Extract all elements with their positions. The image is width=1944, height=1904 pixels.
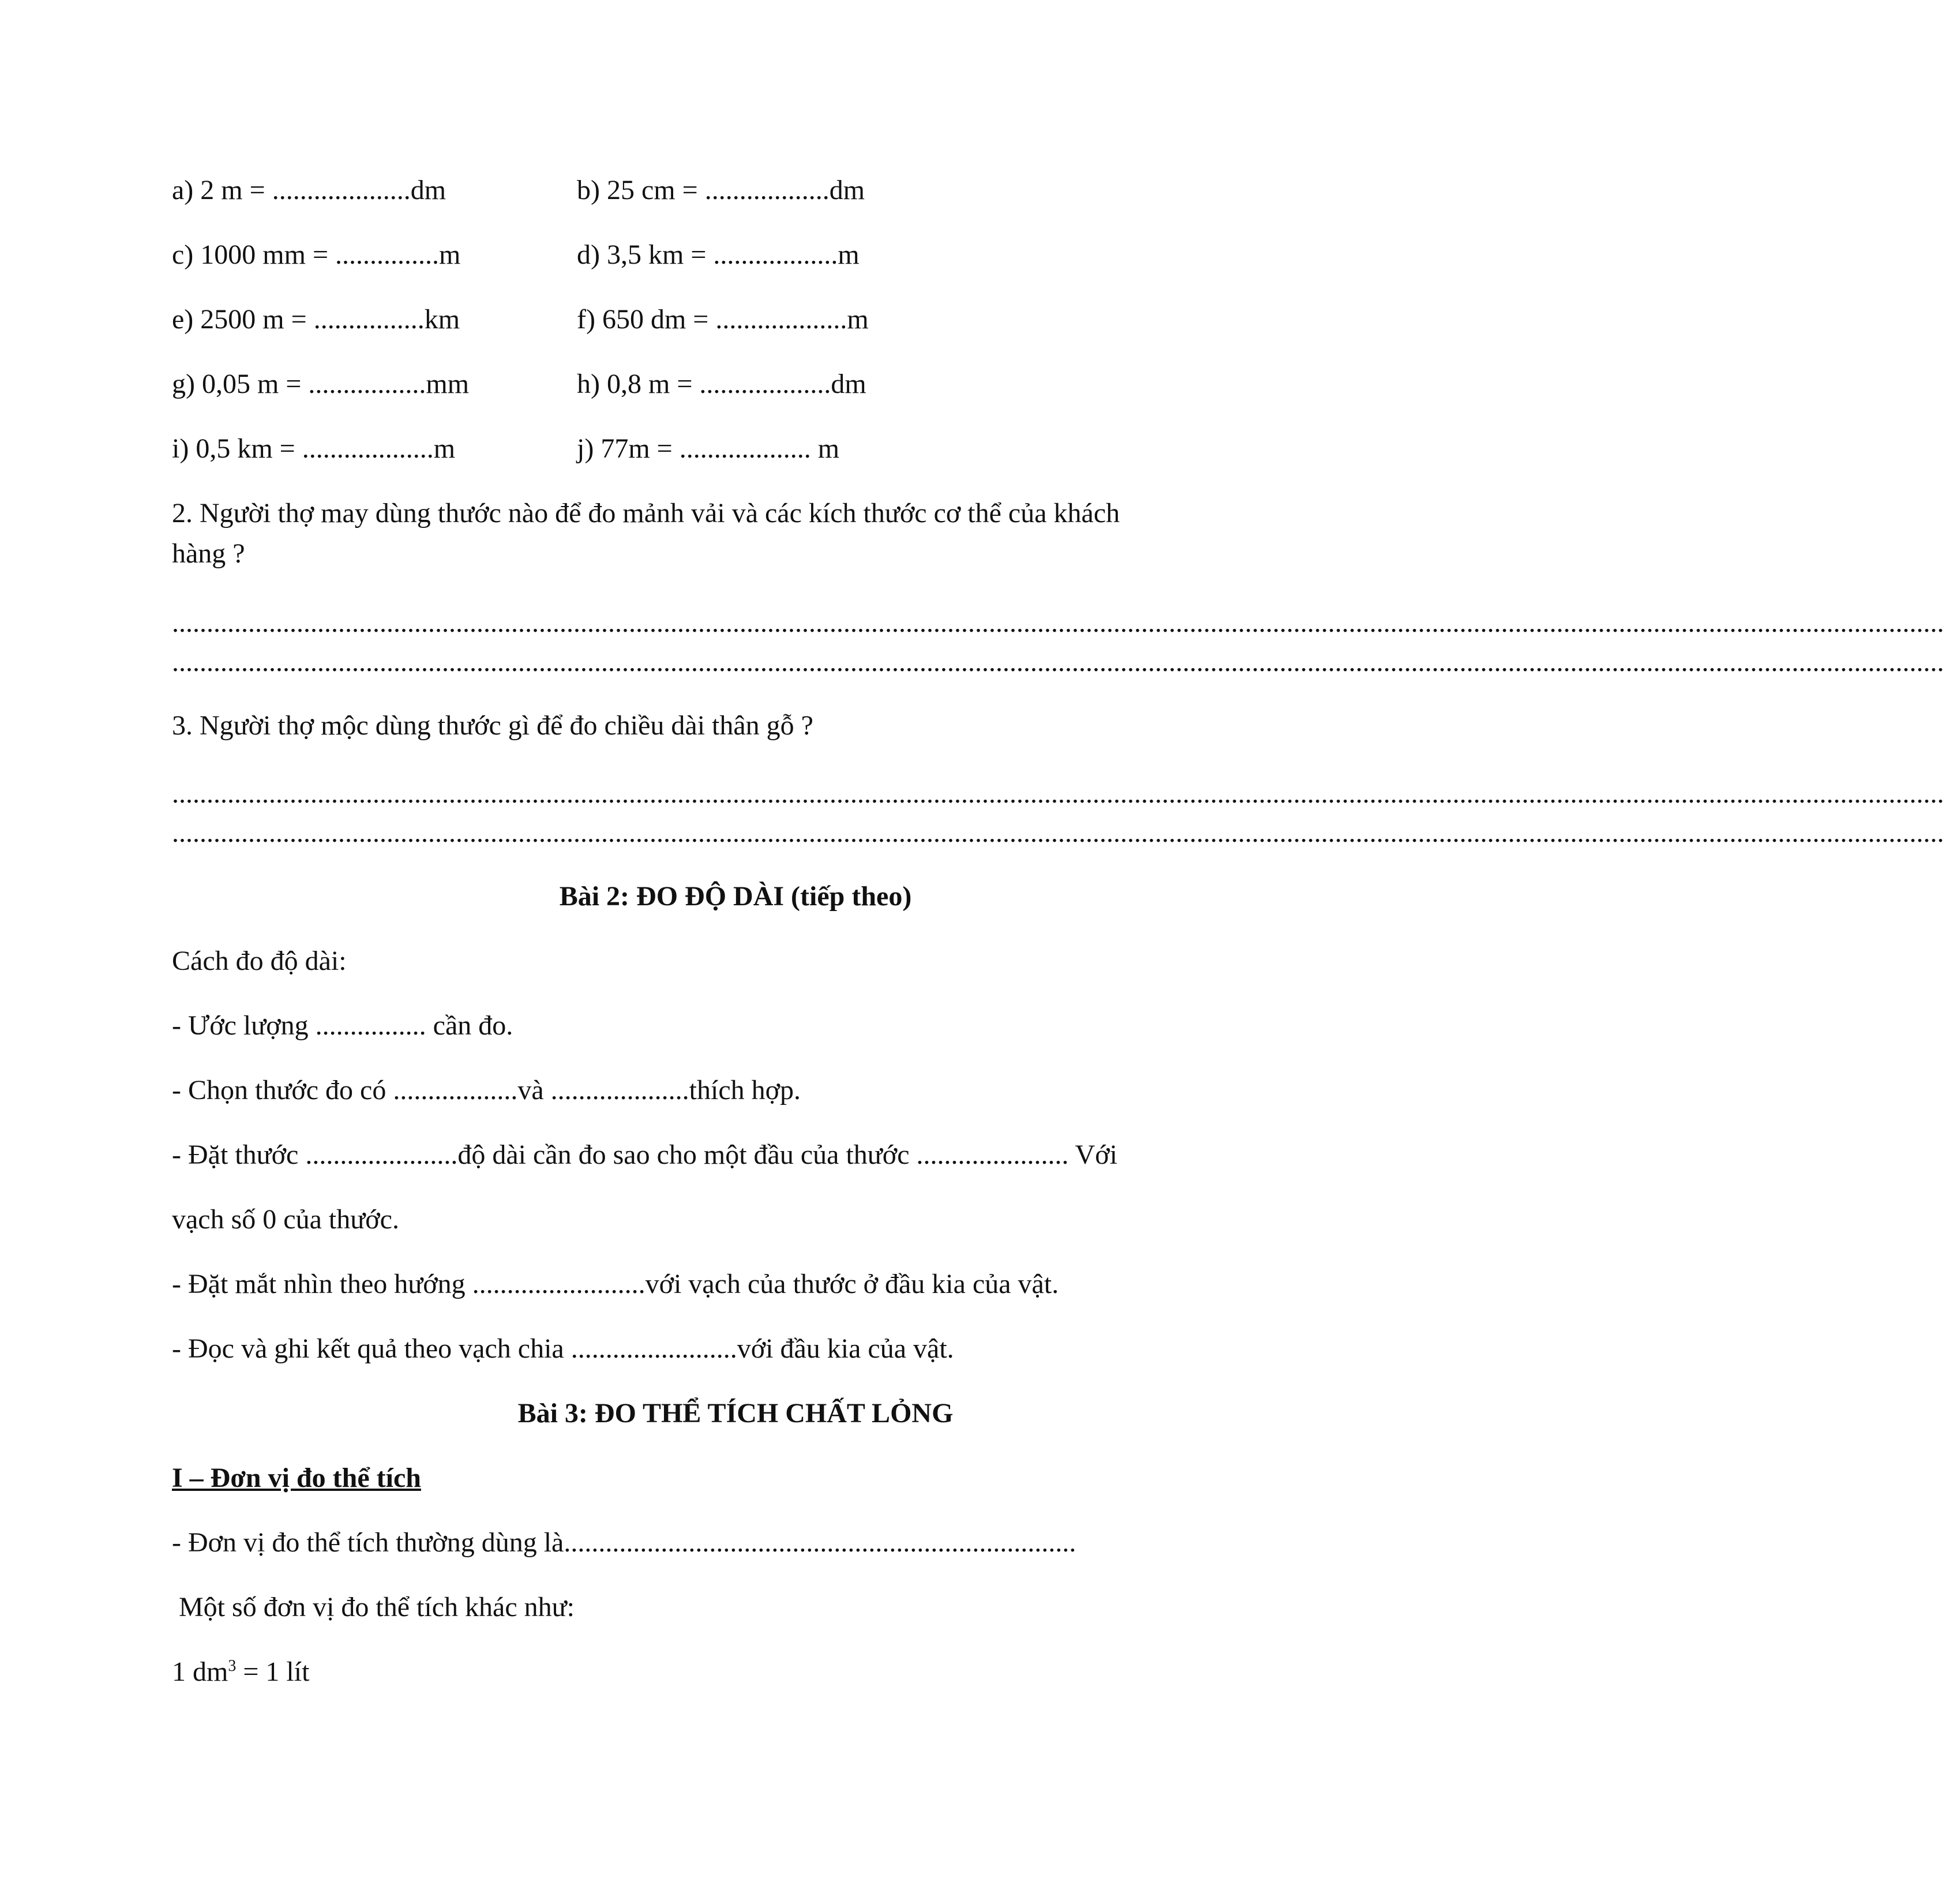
conversion-a: a) 2 m = ....................dm — [172, 175, 446, 205]
bai2-step: vạch số 0 của thước. — [172, 1204, 399, 1235]
conversion-j: j) 77m = ................... m — [577, 433, 840, 464]
volume-equation — [172, 1655, 309, 1689]
conversion-i: i) 0,5 km = ...................m — [172, 433, 456, 464]
equation-lhs: 1 dm — [172, 1656, 228, 1687]
conversion-c: c) 1000 mm = ...............m — [172, 239, 461, 270]
bai2-step: - Ước lượng ................ cần đo. — [172, 1010, 513, 1041]
conversion-f: f) 650 dm = ...................m — [577, 304, 869, 335]
answer-line: ................................................................................................................................................................................................................................................................ — [172, 818, 1944, 848]
bai3-title: Bài 3: ĐO THỂ TÍCH CHẤT LỎNG — [517, 1398, 954, 1429]
equation-exponent: 3 — [228, 1657, 237, 1675]
bai3-line: Một số đơn vị đo thể tích khác như: — [172, 1592, 575, 1622]
conversion-b: b) 25 cm = ..................dm — [577, 175, 865, 205]
bai2-intro: Cách đo độ dài: — [172, 946, 347, 976]
answer-line: ................................................................................................................................................................................................................................................................ — [172, 647, 1944, 677]
answer-line: ................................................................................................................................................................................................................................................................ — [172, 608, 1944, 638]
question-3: 3. Người thợ mộc dùng thước gì để đo chiều dài thân gỗ ? — [172, 710, 813, 741]
conversion-e: e) 2500 m = ................km — [172, 304, 460, 335]
bai2-step: - Đặt thước ......................độ dài cần đo sao cho một đầu của thước ...................... Với — [172, 1140, 1118, 1170]
answer-line: ................................................................................................................................................................................................................................................................ — [172, 778, 1944, 809]
conversion-d: d) 3,5 km = ..................m — [577, 239, 860, 270]
bai2-step: - Chọn thước đo có ..................và ....................thích hợp. — [172, 1075, 801, 1105]
question-2-line2: hàng ? — [172, 538, 245, 569]
conversion-h: h) 0,8 m = ...................dm — [577, 369, 866, 399]
bai2-step: - Đặt mắt nhìn theo hướng .........................với vạch của thước ở đầu kia của vật. — [172, 1269, 1059, 1299]
question-2-line1: 2. Người thợ may dùng thước nào để đo mảnh vải và các kích thước cơ thể của khách — [172, 498, 1120, 529]
bai2-title: Bài 2: ĐO ĐỘ DÀI (tiếp theo) — [559, 881, 912, 912]
bai3-section-heading: I – Đơn vị đo thể tích — [172, 1463, 421, 1493]
conversion-g: g) 0,05 m = .................mm — [172, 369, 470, 399]
bai2-step: - Đọc và ghi kết quả theo vạch chia ........................với đầu kia của vật. — [172, 1333, 954, 1364]
bai3-line: - Đơn vị đo thể tích thường dùng là.......................................................................... — [172, 1527, 1076, 1558]
equation-rhs: = 1 lít — [236, 1656, 310, 1687]
